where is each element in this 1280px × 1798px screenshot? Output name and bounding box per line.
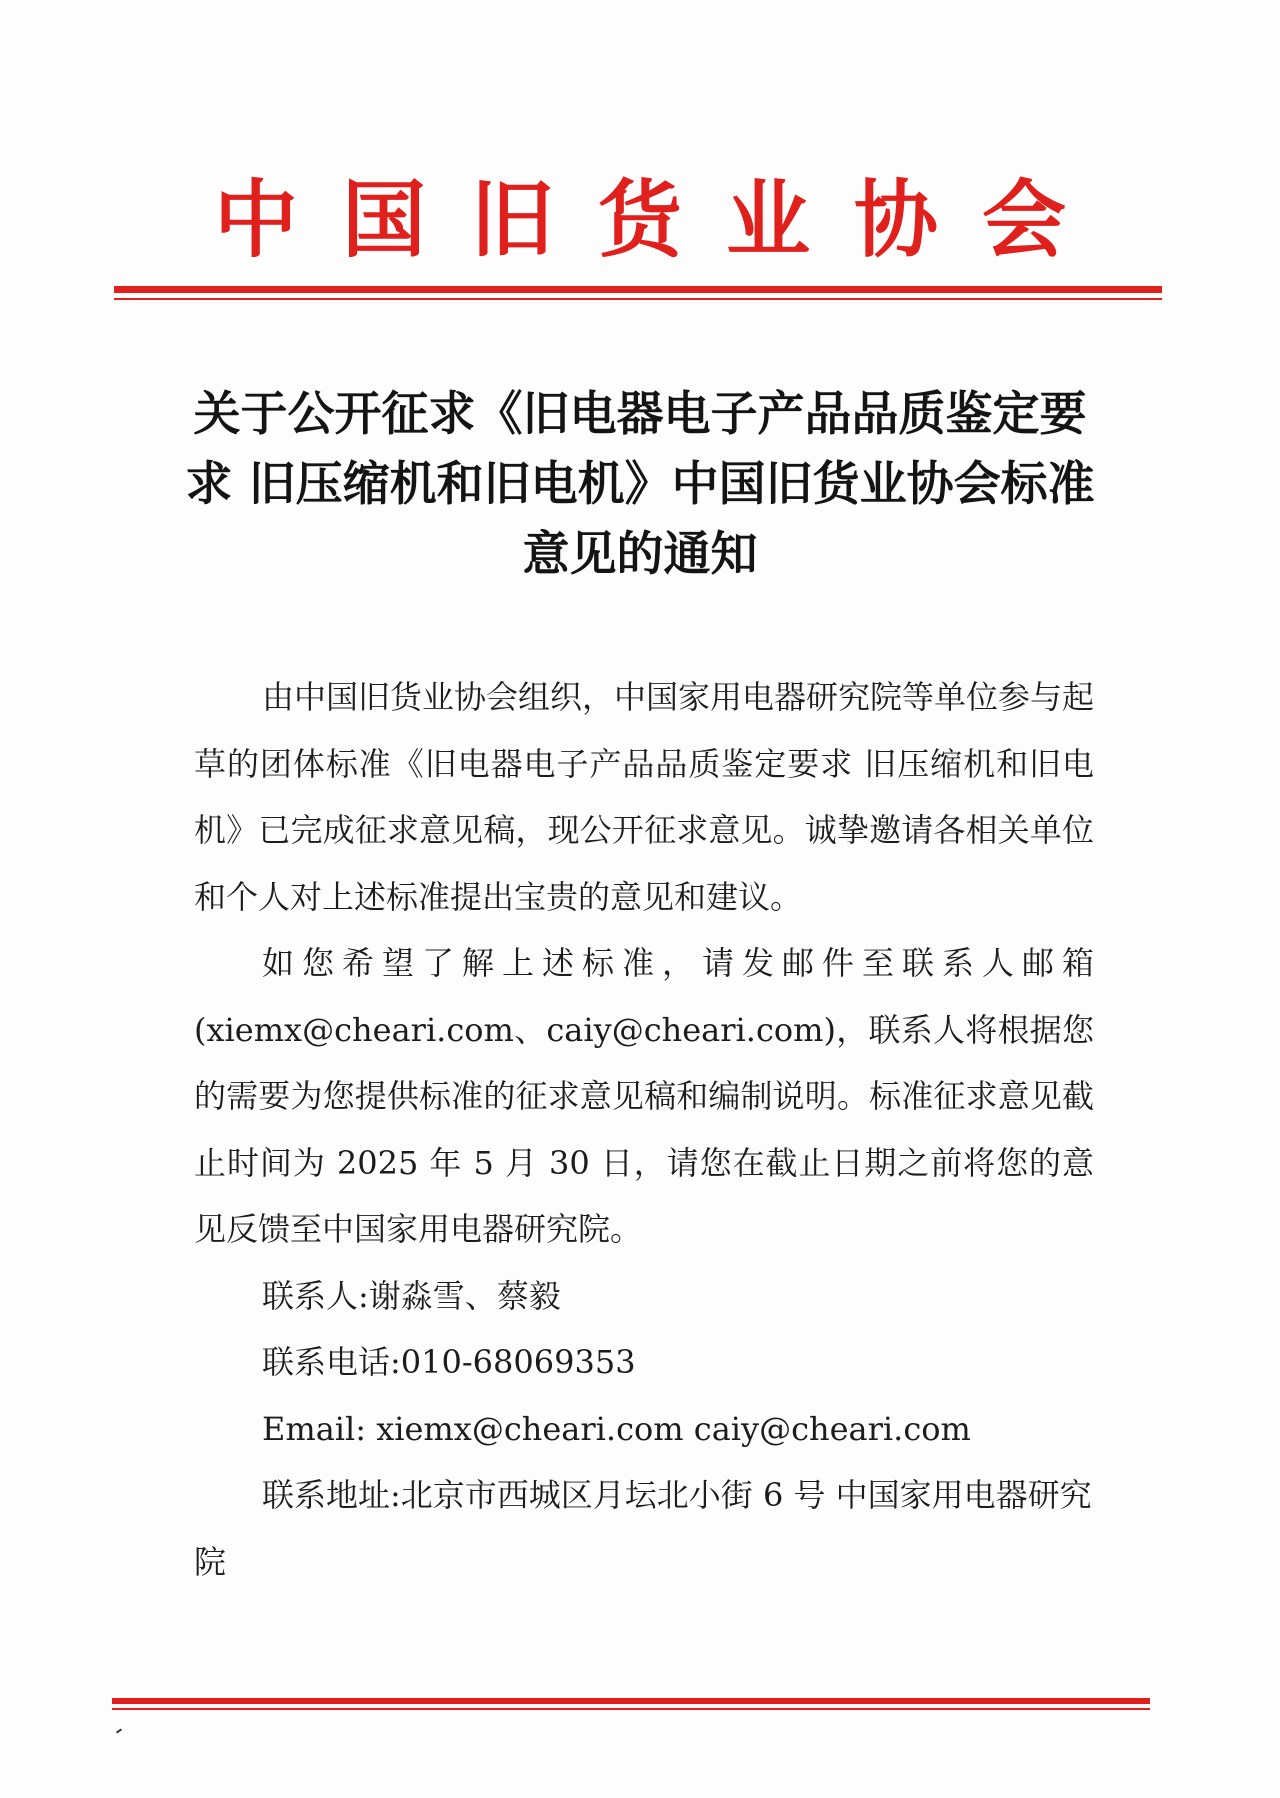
organization-header: 中国旧货业协会 bbox=[213, 170, 1110, 269]
header-rule-thick bbox=[114, 286, 1162, 293]
footer-rule-thick bbox=[112, 1698, 1150, 1704]
body-paragraph-1: 由中国旧货业协会组织，中国家用电器研究院等单位参与起草的团体标准《旧电器电子产品品质鉴定要求 旧压缩机和旧电机》已完成征求意见稿，现公开征求意见。诚挚邀请各相关单位和个人对上述标准提出宝贵的意见和建议。 bbox=[194, 678, 1095, 916]
scan-mark bbox=[116, 1728, 122, 1733]
notice-body bbox=[194, 664, 1094, 1595]
contact-email: Email: xiemx@cheari.com caiy@cheari.com bbox=[262, 1409, 971, 1448]
contact-phone: 联系电话:010-68069353 bbox=[262, 1343, 636, 1381]
header-rule-thin bbox=[114, 298, 1162, 300]
contact-person: 联系人:谢淼雪、蔡毅 bbox=[262, 1276, 561, 1315]
contact-address: 联系地址:北京市西城区月坛北小街 6 号 中国家用电器研究院 bbox=[194, 1476, 1092, 1581]
notice-title: 关于公开征求《旧电器电子产品品质鉴定要求 旧压缩机和旧电机》中国旧货业协会标准意见的通知 bbox=[185, 387, 1095, 582]
body-paragraph-2: 如您希望了解上述标准，请发邮件至联系人邮箱(xiemx@cheari.com、caiy@cheari.com)，联系人将根据您的需要为您提供标准的征求意见稿和编制说明。标准征求意见截止时间为 2025 年 5 月 30 日，请您在截止日期之前将您的意见反馈至中国家用电器研究院。 bbox=[194, 944, 1094, 1248]
footer-rule-thin bbox=[112, 1708, 1150, 1710]
